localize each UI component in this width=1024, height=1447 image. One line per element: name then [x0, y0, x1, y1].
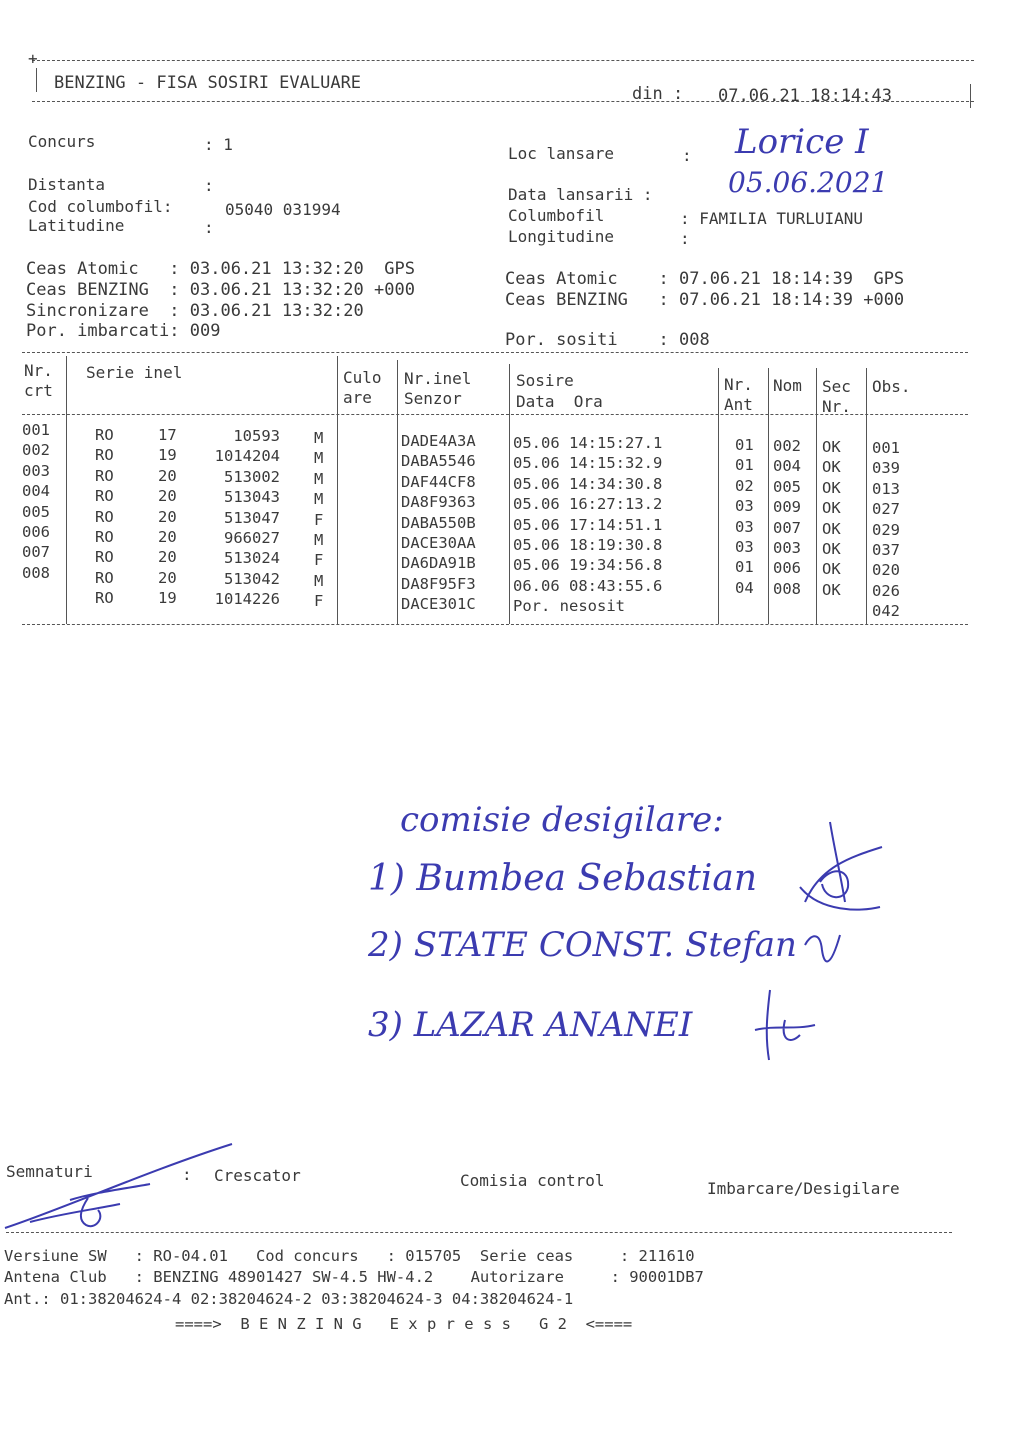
table-cell: RO [95, 507, 114, 526]
table-cell: 004 [773, 457, 801, 476]
table-cell: 001 [22, 421, 50, 439]
footer-line-4: ====> B E N Z I N G E x p r e s s G 2 <==== [175, 1315, 633, 1333]
table-col-divider-2 [337, 356, 338, 624]
clock-right-line-1: Ceas Atomic : 07.06.21 18:14:39 GPS [505, 269, 905, 289]
th-are: are [343, 388, 372, 407]
table-cell: 05.06 18:19:30.8 [513, 535, 663, 554]
table-cell: 006 [773, 559, 801, 578]
table-cell: M [314, 469, 324, 488]
header-din-label: din : [632, 84, 684, 104]
header-title: BENZING - FISA SOSIRI EVALUARE [54, 73, 362, 93]
table-cell: Por. nesosit [513, 597, 625, 616]
col-sosire [513, 433, 662, 617]
table-cell: OK [822, 539, 841, 558]
table-cell: 20 [158, 527, 177, 546]
header-corner-plus: + [28, 49, 38, 68]
loc-lansare-label: Loc lansare [508, 144, 614, 163]
table-cell: 001 [872, 439, 900, 457]
handwritten-member-2: 2) STATE CONST. Stefan [368, 925, 797, 965]
table-cell: 026 [872, 581, 900, 600]
table-cell: 20 [158, 548, 177, 567]
table-cell: 003 [773, 538, 801, 557]
table-cell: 20 [158, 568, 177, 587]
table-cell: 05.06 19:34:56.8 [513, 556, 663, 575]
handwritten-commission-title: comisie desigilare: [400, 800, 724, 840]
table-cell: 005 [773, 477, 801, 496]
table-cell: OK [822, 580, 841, 599]
th-sec: Sec [822, 377, 851, 396]
table-cell: M [314, 530, 324, 549]
handwritten-member-1: 1) Bumbea Sebastian [368, 858, 758, 899]
cod-columbofil-label: Cod columbofil: [28, 197, 173, 216]
table-cell: RO [95, 466, 114, 485]
th-serie-inel: Serie inel [86, 363, 183, 382]
table-cell: 17 [158, 426, 177, 444]
table-cell: 03 [735, 497, 754, 516]
table-cell: RO [95, 527, 114, 546]
table-cell: 020 [872, 561, 900, 580]
table-cell: DA8F95F3 [401, 574, 476, 593]
table-cell: 513002 [224, 467, 280, 486]
th-sosire: Sosire [516, 371, 574, 390]
table-col-divider-6 [768, 368, 769, 624]
footer-line-1: Versiune SW : RO-04.01 Cod concurs : 015705 Serie ceas : 211610 [4, 1247, 695, 1265]
col-year [158, 425, 177, 609]
distanta-label: Distanta [28, 175, 106, 194]
col-nom [773, 436, 801, 599]
table-cell: 06.06 08:43:55.6 [513, 576, 663, 595]
table-cell: DA8F9363 [401, 493, 476, 512]
table-cell: 05.06 14:15:27.1 [513, 434, 663, 452]
por-sositi: Por. sositi : 008 [505, 330, 710, 350]
table-cell: M [314, 449, 324, 468]
table-cell: 05.06 17:14:51.1 [513, 515, 663, 534]
table-cell: 05.06 14:34:30.8 [513, 474, 663, 493]
table-cell: 513042 [224, 569, 280, 588]
table-cell: 029 [872, 520, 900, 539]
table-cell: F [314, 592, 324, 611]
table-cell: DADE4A3A [401, 432, 476, 450]
clock-left-line-3: Sincronizare : 03.06.21 13:32:20 [26, 301, 364, 321]
cod-columbofil-value: 05040 031994 [225, 200, 341, 219]
table-cell: M [314, 571, 324, 590]
footer-line-3: Ant.: 01:38204624-4 02:38204624-2 03:38204624-3 04:38204624-1 [4, 1290, 574, 1308]
table-cell: RO [95, 548, 114, 567]
table-cell: DABA5546 [401, 452, 476, 471]
table-cell: 005 [22, 502, 50, 521]
table-cell: 008 [22, 563, 50, 582]
header-top-border [32, 60, 974, 61]
footer-line-2: Antena Club : BENZING 48901427 SW-4.5 HW-4.2 Autorizare : 90001DB7 [4, 1268, 704, 1286]
table-cell: RO [95, 426, 114, 444]
crescator-label: Crescator [214, 1166, 301, 1185]
table-cell: RO [95, 568, 114, 587]
table-cell: OK [822, 519, 841, 538]
table-cell: 007 [22, 543, 50, 562]
columbofil-value: : FAMILIA TURLUIANU [680, 209, 864, 228]
table-cell: 009 [773, 498, 801, 517]
header-left-border [36, 68, 37, 92]
table-cell: 037 [872, 540, 900, 559]
th-nr: Nr. [24, 361, 53, 380]
signature-scribble-3 [745, 985, 825, 1065]
columbofil-label: Columbofil [508, 206, 605, 225]
table-cell: F [314, 551, 324, 570]
table-cell: DACE301C [401, 595, 476, 614]
signature-scribble-1 [790, 812, 890, 922]
table-cell: RO [95, 589, 114, 608]
semnaturi-sep: : [182, 1165, 192, 1184]
footer-top-border [6, 1232, 952, 1233]
data-lansarii-handwritten: 05.06.2021 [728, 166, 889, 199]
concurs-label: Concurs [28, 132, 96, 151]
table-cell: M [314, 490, 324, 509]
clock-left-line-1: Ceas Atomic : 03.06.21 13:32:20 GPS [26, 259, 415, 279]
table-cell: 19 [158, 446, 177, 465]
latitudine-value: : [204, 218, 214, 237]
loc-lansare-sep: : [682, 146, 692, 165]
signature-crescator-scribble [0, 1140, 240, 1240]
longitudine-label: Longitudine [508, 227, 614, 246]
table-cell: 513024 [224, 549, 280, 568]
table-cell: 03 [735, 517, 754, 536]
table-cell: 02 [735, 476, 754, 495]
table-cell: OK [822, 560, 841, 579]
table-cell: 20 [158, 507, 177, 526]
table-cell: 10593 [233, 427, 280, 445]
table-cell: DAF44CF8 [401, 472, 476, 491]
table-col-divider-4 [509, 364, 510, 624]
th-nr-ant-2: Ant [724, 395, 753, 414]
imbarcare-desigilare-label: Imbarcare/Desigilare [707, 1179, 900, 1198]
signature-scribble-2 [800, 925, 850, 980]
table-cell: 039 [872, 459, 900, 478]
table-cell: 05.06 16:27:13.2 [513, 495, 663, 514]
table-cell: 013 [872, 479, 900, 498]
table-cell: 01 [735, 558, 754, 577]
table-cell: 513047 [224, 508, 280, 527]
comisia-control-label: Comisia control [460, 1171, 605, 1190]
loc-lansare-handwritten: Lorice I [735, 122, 869, 162]
col-sex [314, 428, 323, 612]
clock-left-line-4: Por. imbarcati: 009 [26, 321, 221, 341]
table-cell: 002 [773, 437, 801, 455]
concurs-value: : 1 [204, 135, 233, 154]
th-obs: Obs. [872, 377, 911, 396]
longitudine-value: : [680, 229, 690, 248]
col-nr-ant [735, 435, 754, 598]
table-cell: 966027 [224, 528, 280, 547]
th-data-ora: Data Ora [516, 392, 603, 411]
table-cell: RO [95, 446, 114, 465]
table-cell: 20 [158, 487, 177, 506]
th-nr-ant-1: Nr. [724, 375, 753, 394]
table-col-divider-7 [816, 368, 817, 624]
table-cell: 008 [773, 579, 801, 598]
header-din-value: 07.06.21 18:14:43 [718, 86, 892, 106]
table-cell: 006 [22, 522, 50, 541]
th-nom: Nom [773, 376, 802, 395]
header-right-border [970, 84, 971, 108]
table-bottom-border [22, 624, 968, 625]
table-cell: 1014226 [214, 590, 280, 609]
table-cell: OK [822, 499, 841, 518]
table-cell: DABA550B [401, 513, 476, 532]
table-cell: 01 [735, 456, 754, 475]
latitudine-label: Latitudine [28, 216, 125, 235]
table-cell: 20 [158, 466, 177, 485]
th-senzor: Senzor [404, 389, 462, 408]
table-cell: 04 [735, 578, 754, 597]
th-sec-nr: Nr. [822, 397, 851, 416]
col-country [95, 425, 114, 609]
table-cell: RO [95, 487, 114, 506]
table-col-divider-5 [718, 368, 719, 624]
th-culo: Culo [343, 368, 382, 387]
data-lansarii-label: Data lansarii : [508, 185, 653, 204]
table-cell: 002 [22, 441, 50, 460]
table-cell: F [314, 510, 324, 529]
table-cell: 003 [22, 461, 50, 480]
col-sec [822, 437, 841, 600]
col-obs [872, 438, 900, 622]
table-cell: 03 [735, 537, 754, 556]
table-cell: DACE30AA [401, 533, 476, 552]
table-cell: 05.06 14:15:32.9 [513, 454, 663, 473]
col-senzor [401, 431, 476, 615]
table-cell: 027 [872, 500, 900, 519]
table-cell: M [314, 429, 324, 447]
table-cell: 004 [22, 482, 50, 501]
table-cell: 1014204 [214, 447, 280, 466]
table-cell: OK [822, 458, 841, 477]
th-nr-inel: Nr.inel [404, 369, 472, 388]
col-ring [180, 426, 280, 610]
table-cell: 007 [773, 518, 801, 537]
table-cell: 513043 [224, 488, 280, 507]
table-cell: 01 [735, 436, 754, 454]
table-cell: OK [822, 478, 841, 497]
semnaturi-label: Semnaturi [6, 1162, 93, 1181]
table-top-border [22, 352, 968, 353]
table-col-divider-1 [66, 356, 67, 624]
th-crt: crt [24, 381, 53, 400]
clock-left-line-2: Ceas BENZING : 03.06.21 13:32:20 +000 [26, 280, 415, 300]
distanta-value: : [204, 176, 214, 195]
table-col-divider-3 [397, 360, 398, 624]
table-cell: 19 [158, 589, 177, 608]
handwritten-member-3: 3) LAZAR ANANEI [368, 1005, 693, 1045]
col-nr-crt [22, 420, 50, 583]
table-cell: DA6DA91B [401, 554, 476, 573]
table-cell: 042 [872, 602, 900, 621]
clock-right-line-2: Ceas BENZING : 07.06.21 18:14:39 +000 [505, 290, 905, 310]
table-cell: OK [822, 438, 841, 456]
table-col-divider-8 [866, 368, 867, 624]
header-bottom-border [32, 101, 974, 102]
